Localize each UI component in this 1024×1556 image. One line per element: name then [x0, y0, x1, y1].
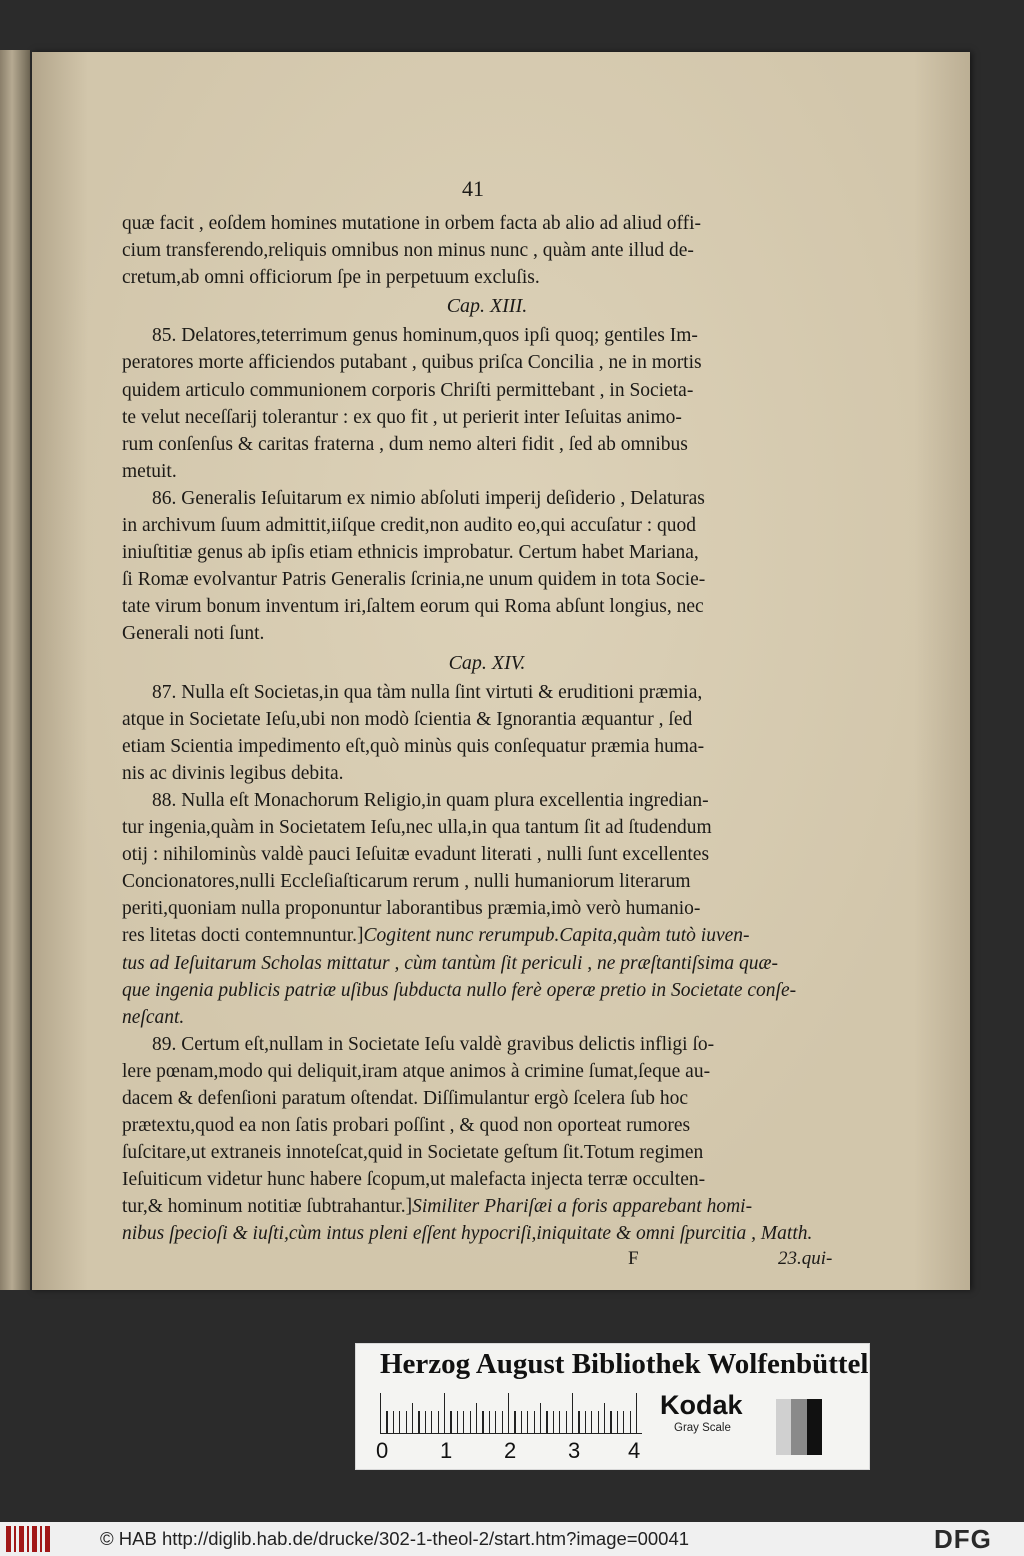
ruler-tick: [578, 1411, 579, 1433]
text-line: prætextu,quod ea non ſatis probari poſſint , & quod non oporteat rumores: [122, 1115, 691, 1137]
ruler-tick: [438, 1411, 439, 1433]
text-line: peratores morte afficiendos putabant , quibus priſca Concilia , ne in mortis: [122, 352, 702, 374]
text-line: 89. Certum eſt,nullam in Societate Ieſu valdè gravibus delictis infligi ſo-: [152, 1033, 715, 1055]
italic-line: neſcant.: [122, 1006, 185, 1028]
ruler-tick: [572, 1393, 573, 1433]
ruler-tick: [418, 1411, 419, 1433]
ruler-tick: [386, 1411, 387, 1433]
gray-step: [807, 1399, 822, 1455]
ruler-number: 4: [628, 1438, 641, 1463]
text-line: [122, 922, 852, 949]
text-line: cium transferendo,reliquis omnibus non minus nunc , quàm ante illud de-: [122, 240, 694, 262]
ruler-number: 2: [504, 1438, 517, 1463]
ruler-tick: [553, 1411, 554, 1433]
chapter-heading: Cap. XIII.: [446, 295, 528, 318]
hab-logo-icon: [6, 1526, 50, 1552]
library-name: Herzog August Bibliothek Wolfenbüttel: [380, 1348, 869, 1380]
ruler-tick: [514, 1411, 515, 1433]
ruler-tick: [559, 1411, 560, 1433]
ruler-tick: [463, 1411, 464, 1433]
previous-page-edge: [0, 50, 30, 1290]
page-text: [122, 174, 852, 1248]
ruler-tick: [450, 1411, 451, 1433]
centimeter-ruler: [380, 1394, 642, 1434]
italic-line: nibus ſpecioſi & iuſti,cùm intus pleni eſſent hypocriſi,iniquitate & omni ſpurcitia , Matth.: [122, 1223, 813, 1245]
ruler-number: 0: [376, 1438, 389, 1463]
kodak-logo: Kodak: [660, 1390, 743, 1420]
ruler-tick: [591, 1411, 592, 1433]
text-line: periti,quoniam nulla proponuntur laborantibus præmia,imò verò humanio-: [122, 898, 701, 920]
text-line: atque in Societate Ieſu,ubi non modò ſcientia & Ignorantia æquantur , ſed: [122, 708, 693, 730]
library-color-card: [355, 1343, 870, 1470]
ruler-tick: [457, 1411, 458, 1433]
ruler-tick: [425, 1411, 426, 1433]
text-line: quæ facit , eoſdem homines mutatione in orbem facta ab alio ad aliud offi-: [122, 213, 702, 234]
ruler-tick: [476, 1403, 477, 1433]
italic-line: tus ad Ieſuitarum Scholas mittatur , cùm tantùm ſit periculi , ne præſtantiſsima quæ-: [122, 952, 778, 974]
catchword: 23.qui-: [778, 1248, 833, 1269]
text-line: tur ingenia,quàm in Societatem Ieſu,nec ulla,in qua tantum ſit ad ſtudendum: [122, 817, 712, 839]
text-line: lere pœnam,modo qui deliquit,iram atque animos à crimine ſumat,ſeque au-: [122, 1060, 711, 1082]
text-line: dacem & defenſioni paratum oſtendat. Diſſimulantur ergò ſcelera ſub hoc: [122, 1088, 689, 1109]
text-line: te velut neceſſarij tolerantur : ex quo fit , ut perierit inter Ieſuitas animo-: [122, 406, 682, 428]
gray-step: [791, 1399, 806, 1455]
ruler-number: 3: [568, 1438, 581, 1463]
text-line: 88. Nulla eſt Monachorum Religio,in quam plura excellentia ingredian-: [152, 789, 709, 811]
text-line: metuit.: [122, 460, 177, 482]
italic-line: que ingenia publicis patriæ uſibus ſubducta nullo ferè operæ pretio in Societate conſe-: [122, 979, 797, 1001]
text-line: 87. Nulla eſt Societas,in qua tàm nulla ſint virtuti & eruditioni præmia,: [152, 681, 703, 703]
ruler-number: 1: [440, 1438, 453, 1463]
ruler-tick: [502, 1411, 503, 1433]
ruler-tick: [610, 1411, 611, 1433]
ruler-tick: [431, 1411, 432, 1433]
text-line: tate virum bonum inventum iri,ſaltem eorum qui Roma abſunt longius, nec: [122, 596, 704, 618]
gray-scale-steps: [776, 1399, 822, 1455]
text-line: [122, 1193, 852, 1220]
text-line: 85. Delatores,teterrimum genus hominum,quos ipſi quoq; gentiles Im-: [152, 325, 698, 347]
dfg-logo: DFG: [934, 1524, 992, 1554]
ruler-tick: [521, 1411, 522, 1433]
ruler-tick: [636, 1393, 637, 1433]
text-line: otij : nihilominùs valdè pauci Ieſuitæ evadunt literati , nulli ſunt excellentes: [122, 844, 710, 866]
text-line: etiam Scientia impedimento eſt,quò minùs quis conſequatur præmia huma-: [122, 735, 705, 757]
ruler-tick: [617, 1411, 618, 1433]
ruler-tick: [470, 1411, 471, 1433]
text-line: nis ac divinis legibus debita.: [122, 762, 344, 784]
ruler-tick: [540, 1403, 541, 1433]
text-line: 86. Generalis Ieſuitarum ex nimio abſoluti imperij deſiderio , Delaturas: [152, 487, 705, 509]
ruler-tick: [489, 1411, 490, 1433]
ruler-tick: [412, 1403, 413, 1433]
ruler-tick: [399, 1411, 400, 1433]
text-run: tur,& hominum notitiæ ſubtrahantur.]: [122, 1196, 413, 1218]
ruler-tick: [566, 1411, 567, 1433]
text-line: Ieſuiticum videtur hunc habere ſcopum,ut malefacta injecta terræ occulten-: [122, 1169, 706, 1191]
text-line: cretum,ab omni officiorum ſpe in perpetuum excluſis.: [122, 267, 540, 289]
ruler-tick: [623, 1411, 624, 1433]
text-line: rum conſenſus & caritas fraterna , dum nemo alteri fidit , ſed ab omnibus: [122, 433, 688, 455]
ruler-tick: [534, 1411, 535, 1433]
ruler-tick: [406, 1411, 407, 1433]
text-run: res litetas docti contemnuntur.]: [122, 925, 364, 947]
ruler-tick: [604, 1403, 605, 1433]
text-line: quidem articulo communionem corporis Chriſti permittebant , in Societa-: [122, 379, 694, 401]
ruler-tick: [630, 1411, 631, 1433]
ruler-tick: [495, 1411, 496, 1433]
text-line: Generali noti ſunt.: [122, 623, 265, 645]
gray-step: [776, 1399, 791, 1455]
chapter-heading: Cap. XIV.: [448, 651, 526, 674]
text-line: ſuſcitare,ut extraneis innoteſcat,quid in Societate geſtum ſit.Totum regimen: [122, 1142, 704, 1164]
ruler-tick: [444, 1393, 445, 1433]
ruler-tick: [482, 1411, 483, 1433]
signature-mark: F: [628, 1248, 639, 1269]
ruler-tick: [527, 1411, 528, 1433]
text-line: iniuſtitiæ genus ab ipſis etiam ethnicis improbatur. Certum habet Mariana,: [122, 542, 699, 564]
page-number: 41: [462, 176, 484, 201]
ruler-tick: [380, 1393, 381, 1433]
viewer-footer: [0, 1522, 1024, 1556]
source-url[interactable]: © HAB http://diglib.hab.de/drucke/302-1-theol-2/start.htm?image=00041: [100, 1528, 690, 1549]
text-line: ſi Romæ evolvantur Patris Generalis ſcrinia,ne unum quidem in tota Socie-: [122, 569, 706, 591]
ruler-tick: [585, 1411, 586, 1433]
text-line: Concionatores,nulli Eccleſiaſticarum rerum , nulli humaniorum literarum: [122, 871, 691, 893]
book-page: [32, 52, 970, 1290]
italic-run: Cogitent nunc rerumpub.Capita,quàm tutò iuven-: [363, 925, 750, 947]
italic-run: Similiter Phariſæi a foris apparebant homi-: [412, 1196, 753, 1218]
ruler-tick: [393, 1411, 394, 1433]
ruler-tick: [508, 1393, 509, 1433]
ruler-tick: [546, 1411, 547, 1433]
text-line: in archivum ſuum admittit,iiſque credit,non audito eo,qui accuſatur : quod: [122, 515, 697, 537]
gray-scale-label: Gray Scale: [674, 1422, 731, 1434]
ruler-tick: [598, 1411, 599, 1433]
